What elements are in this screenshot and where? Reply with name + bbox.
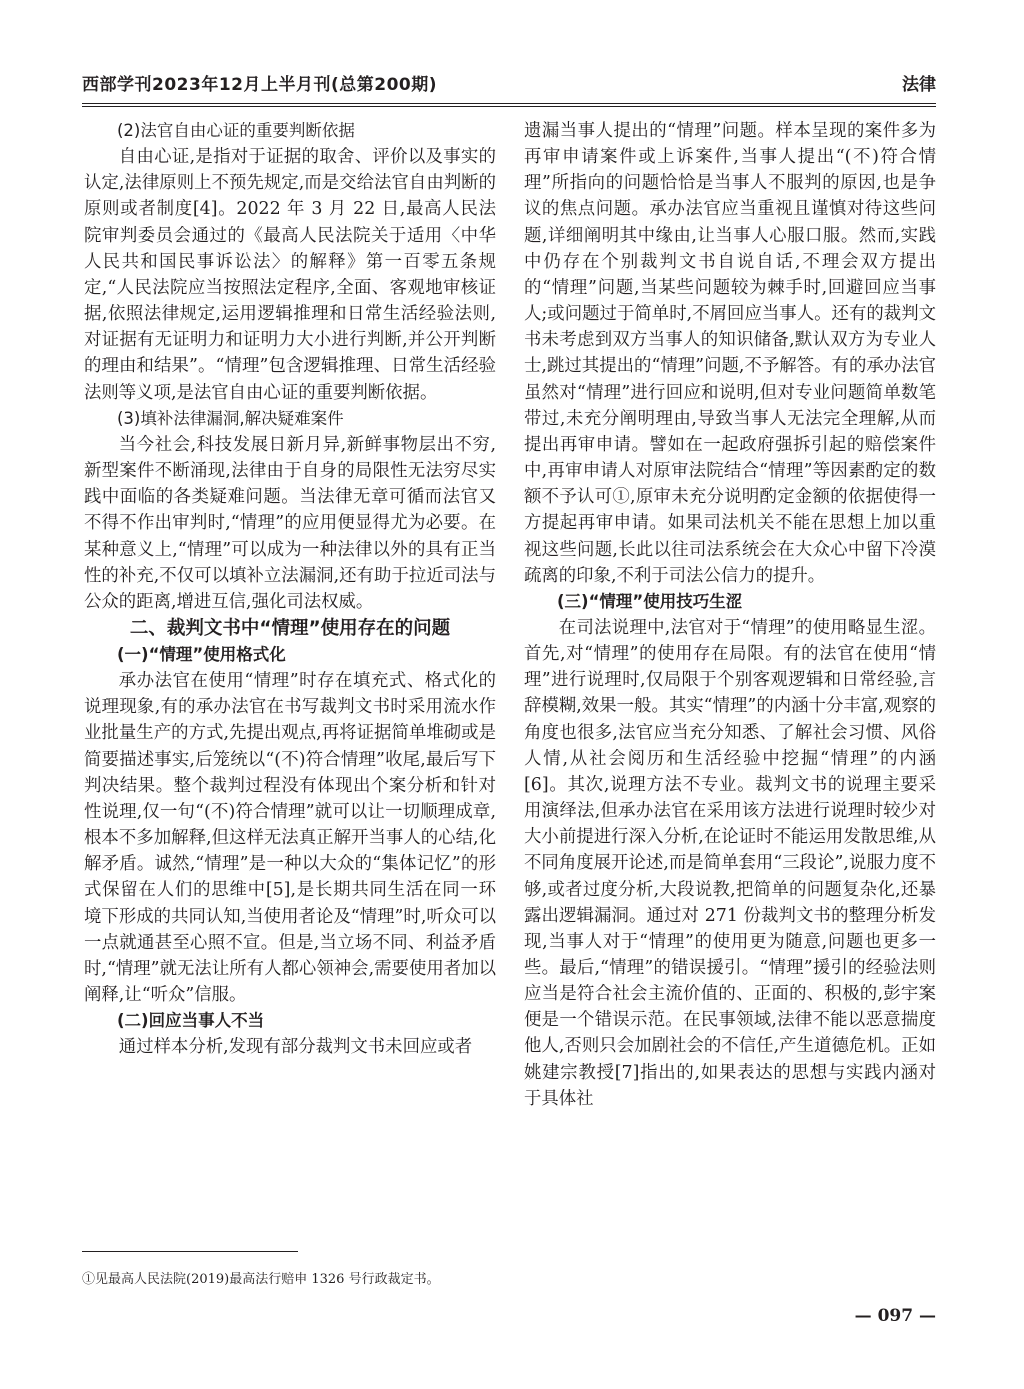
subsection-heading: (三)“情理”使用技巧生涩 <box>557 591 743 611</box>
subsection-heading: (二)回应当事人不当 <box>117 1011 265 1031</box>
paragraph: 当今社会,科技发展日新月异,新鲜事物层出不穷,新型案件不断涌现,法律由于自身的局限性无法穷尽实践中面临的各类疑难问题。当法律无章可循而法官又不得不作出审判时,“情理”的应用便显得尤为必要。在某种意义上,“情理”可以成为一种法律以外的具有正当性的补充,不仅可以填补立法漏洞,还有助于拉近司法与公众的距离,增进互信,强化司法权威。 <box>84 434 496 612</box>
left-column <box>84 118 496 1060</box>
right-column <box>524 118 936 1112</box>
header-rule-thin <box>82 106 936 107</box>
running-header <box>82 70 936 100</box>
journal-title: 西部学刊2023年12月上半月刊(总第200期) <box>82 75 437 95</box>
paragraph-continued: 遗漏当事人提出的“情理”问题。样本呈现的案件多为再审申请案件或上诉案件,当事人提出“(不)符合情理”所指向的问题恰恰是当事人不服判的原因,也是争议的焦点问题。承办法官应当重视且谨慎对待这些问题,详细阐明其中缘由,让当事人心服口服。然而,实践中仍存在个别裁判文书自说自话,不理会双方提出的“情理”问题,当某些问题较为棘手时,回避回应当事人;或问题过于简单时,不屑回应当事人。还有的裁判文书未考虑到双方当事人的知识储备,默认双方为专业人士,跳过其提出的“情理”问题,不予解答。有的承办法官虽然对“情理”进行回应和说明,但对专业问题简单数笔带过,未充分阐明理由,导致当事人无法完全理解,从而提出再审申请。譬如在一起政府强拆引起的赔偿案件中,再审申请人对原审法院结合“情理”等因素酌定的数额不予认可①,原审未充分说明酌定金额的依据使得一方提起再审申请。如果司法机关不能在思想上加以重视这些问题,长此以往司法系统会在大众心中留下冷漠疏离的印象,不利于司法公信力的提升。 <box>524 121 936 586</box>
paragraph: 承办法官在使用“情理”时存在填充式、格式化的说理现象,有的承办法官在书写裁判文书时采用流水作业批量生产的方式,先提出观点,再将证据简单堆砌或是简要描述事实,后笼统以“(不)符合情理”收尾,最后写下判决结果。整个裁判过程没有体现出个案分析和针对性说理,仅一句“(不)符合情理”就可以让一切顺理成章,根本不多加解释,但这样无法真正解开当事人的心结,化解矛盾。诚然,“情理”是一种以大众的“集体记忆”的形式保留在人们的思维中[5],是长期共同生活在同一环境下形成的共同认知,当使用者论及“情理”时,听众可以一点就通甚至心照不宣。但是,当立场不同、利益矛盾时,“情理”就无法让所有人都心领神会,需要使用者加以阐释,让“听众”信服。 <box>84 671 496 1005</box>
paragraph: 通过样本分析,发现有部分裁判文书未回应或者 <box>118 1037 473 1058</box>
footnote: ①见最高人民法院(2019)最高法行赔申 1326 号行政裁定书。 <box>82 1272 440 1287</box>
paragraph: 在司法说理中,法官对于“情理”的使用略显生涩。首先,对“情理”的使用存在局限。有的法官在使用“情理”进行说理时,仅局限于个别客观逻辑和日常经验,言辞模糊,效果一般。其实“情理”的内涵十分丰富,观察的角度也很多,法官应当充分知悉、了解社会习惯、风俗人情,从社会阅历和生活经验中挖掘“情理”的内涵[6]。其次,说理方法不专业。裁判文书的说理主要采用演绎法,但承办法官在采用该方法进行说理时较少对大小前提进行深入分析,在论证时不能运用发散思维,从不同角度展开论述,而是简单套用“三段论”,说服力度不够,或者过度分析,大段说教,把简单的问题复杂化,还暴露出逻辑漏洞。通过对 271 份裁判文书的整理分析发现,当事人对于“情理”的使用更为随意,问题也更多一些。最后,“情理”的错误援引。“情理”援引的经验法则应当是符合社会主流价值的、正面的、积极的,彭宇案便是一个错误示范。在民事领域,法律不能以恶意揣度他人,否则只会加剧社会的不信任,产生道德危机。正如姚建宗教授[7]指出的,如果表达的思想与实践内涵对于具体社 <box>524 617 936 1109</box>
section-name: 法律 <box>902 75 936 95</box>
footnote-rule <box>82 1251 298 1252</box>
subheading: (3)填补法律漏洞,解决疑难案件 <box>117 408 344 428</box>
paragraph: 自由心证,是指对于证据的取舍、评价以及事实的认定,法律原则上不预先规定,而是交给法官自由判断的原则或者制度[4]。2022 年 3 月 22 日,最高人民法院审判委员会通过的《最高人民法院关于适用〈中华人民共和国民事诉讼法〉的解释》第一百零五条规定,“人民法院应当按照法定程序,全面、客观地审核证据,依照法律规定,运用逻辑推理和日常生活经验法则,对证据有无证明力和证明力大小进行判断,并公开判断的理由和结果”。“情理”包含逻辑推理、日常生活经验法则等义项,是法官自由心证的重要判断依据。 <box>84 147 496 403</box>
section-heading: 二、裁判文书中“情理”使用存在的问题 <box>129 617 451 639</box>
header-rule <box>82 103 936 104</box>
subsection-heading: (一)“情理”使用格式化 <box>117 644 286 664</box>
page-number: — 097 — <box>854 1306 936 1326</box>
subheading: (2)法官自由心证的重要判断依据 <box>117 121 355 140</box>
